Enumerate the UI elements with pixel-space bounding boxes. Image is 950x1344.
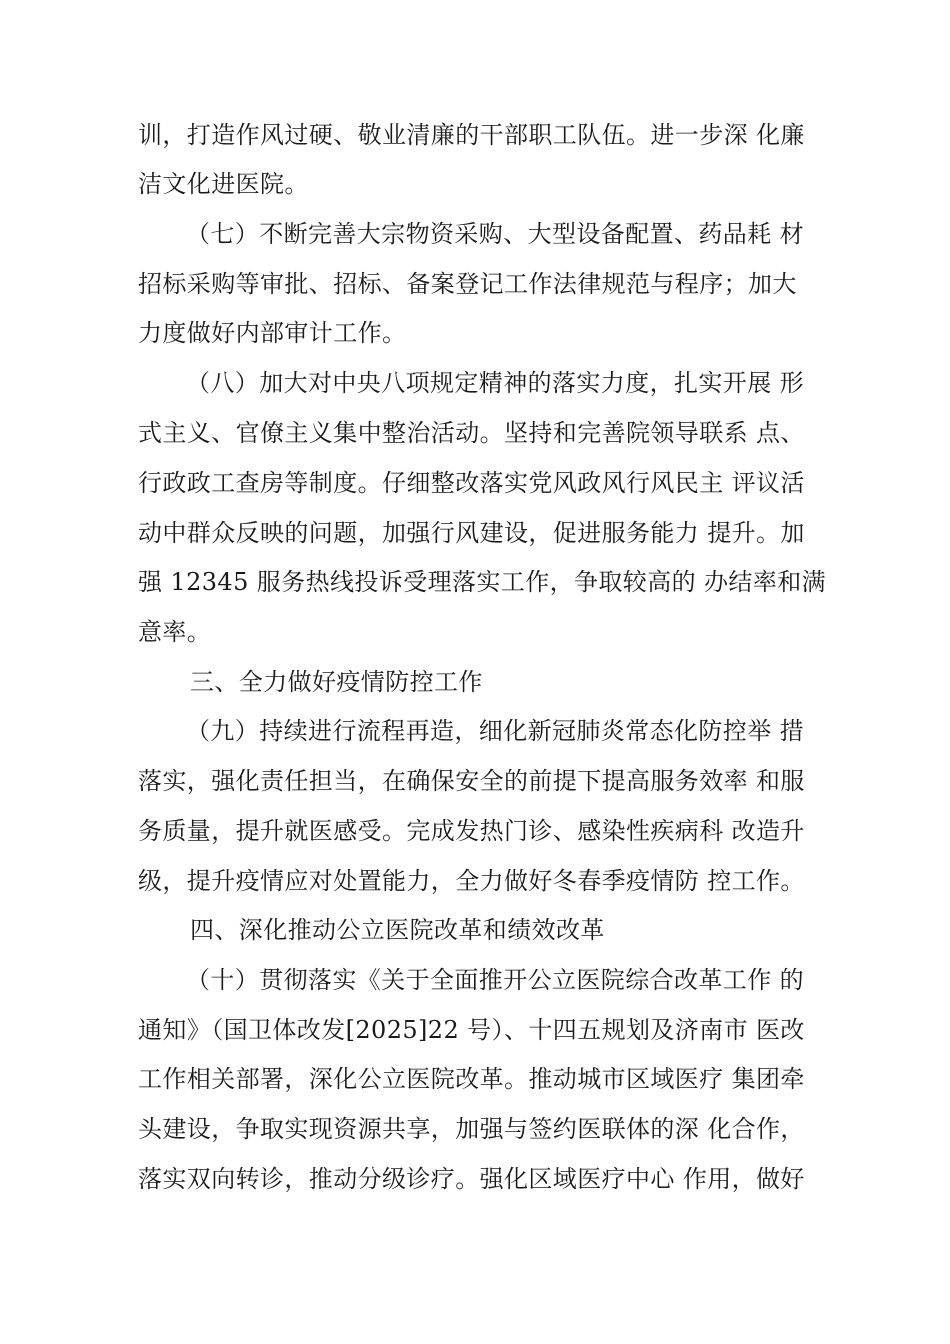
text-line: 工作相关部署，深化公立医院改革。推动城市区域医疗 集团牵 xyxy=(138,1065,805,1093)
text-line: （九）持续进行流程再造，细化新冠肺炎常态化防控举 措 xyxy=(186,717,805,745)
text-line: 洁文化进医院。 xyxy=(138,170,309,198)
text-line: 落实双向转诊，推动分级诊疗。强化区域医疗中心 作用，做好 xyxy=(138,1165,805,1193)
text-line: 招标采购等审批、招标、备案登记工作法律规范与程序；加大 xyxy=(138,270,797,298)
text-line: 强 12345 服务热线投诉受理落实工作，争取较高的 办结率和满 xyxy=(138,568,827,596)
text-line: 通知》（国卫体改发[2025]22 号）、十四五规划及济南市 医改 xyxy=(138,1016,805,1044)
text-line: 动中群众反映的问题，加强行风建设，促进服务能力 提升。加 xyxy=(138,519,805,547)
text-line: 头建设，争取实现资源共享，加强与签约医联体的深 化合作， xyxy=(138,1115,805,1143)
section-heading: 三、全力做好疫情防控工作 xyxy=(190,668,483,696)
text-line: 级，提升疫情应对处置能力，全力做好冬春季疫情防 控工作。 xyxy=(138,867,805,895)
text-line: 行政政工查房等制度。仔细整改落实党风政风行风民主 评议活 xyxy=(138,469,805,497)
text-line: 训，打造作风过硬、敬业清廉的干部职工队伍。进一步深 化廉 xyxy=(138,121,805,149)
section-heading: 四、深化推动公立医院改革和绩效改革 xyxy=(190,916,605,944)
text-line: （八）加大对中央八项规定精神的落实力度，扎实开展 形 xyxy=(186,369,805,397)
text-line: （七）不断完善大宗物资采购、大型设备配置、药品耗 材 xyxy=(186,220,805,248)
text-line: 务质量，提升就医感受。完成发热门诊、感染性疾病科 改造升 xyxy=(138,817,805,845)
text-line: 式主义、官僚主义集中整治活动。坚持和完善院领导联系 点、 xyxy=(138,419,805,447)
text-line: （十）贯彻落实《关于全面推开公立医院综合改革工作 的 xyxy=(186,966,805,994)
text-line: 力度做好内部审计工作。 xyxy=(138,319,407,347)
text-line: 意率。 xyxy=(138,618,212,646)
text-line: 落实，强化责任担当，在确保安全的前提下提高服务效率 和服 xyxy=(138,767,805,795)
